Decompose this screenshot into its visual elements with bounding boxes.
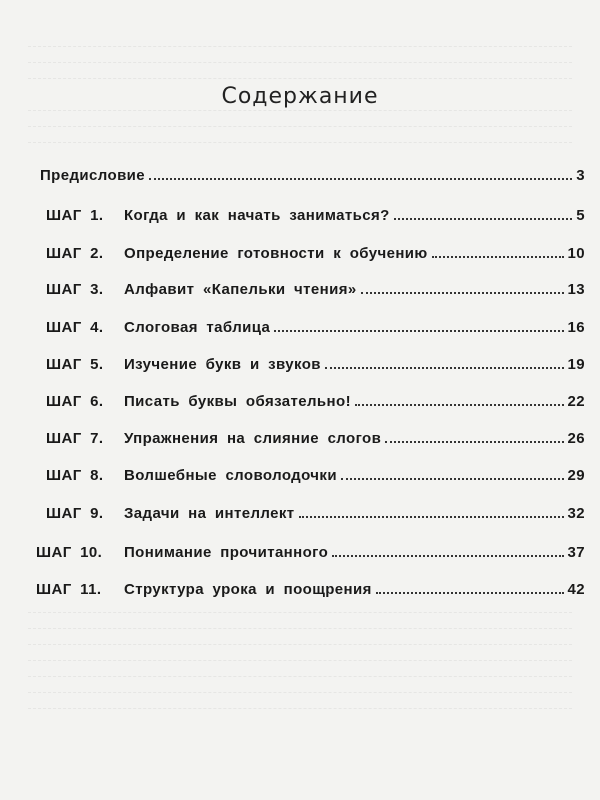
toc-entry-step-10[interactable]: [36, 537, 585, 561]
leader-dots: [332, 555, 563, 557]
leader-dots: [355, 404, 564, 406]
bleed-line: [28, 62, 572, 64]
toc-entry-step-9[interactable]: [46, 498, 585, 522]
toc-entry-step: ШАГ 11.: [36, 581, 102, 598]
toc-entry-step: ШАГ 6.: [46, 393, 104, 410]
toc-entry-page: 3: [576, 167, 585, 184]
toc-entry-preface[interactable]: [40, 160, 585, 184]
bleed-line: [28, 612, 572, 614]
toc-entry-label: Изучение букв и звуков: [124, 356, 321, 373]
toc-entry-page: 16: [567, 319, 585, 336]
bleed-line: [28, 708, 572, 710]
leader-dots: [325, 367, 564, 369]
leader-dots: [376, 592, 564, 594]
leader-dots: [149, 178, 572, 180]
toc-entry-page: 37: [567, 544, 585, 561]
leader-dots: [361, 292, 564, 294]
toc-entry-step-1[interactable]: [46, 200, 585, 224]
toc-entry-step-8[interactable]: [46, 460, 585, 484]
toc-entry-label: Предисловие: [40, 167, 146, 184]
leader-dots: [394, 218, 573, 220]
toc-entry-step: ШАГ 3.: [46, 281, 104, 298]
toc-entry-step-4[interactable]: [46, 312, 585, 336]
toc-entry-page: 22: [567, 393, 585, 410]
bleed-line: [28, 628, 572, 630]
toc-entry-page: 26: [567, 430, 585, 447]
bleed-line: [28, 78, 572, 80]
toc-entry-page: 13: [567, 281, 585, 298]
toc-entry-step-7[interactable]: [46, 423, 585, 447]
toc-entry-step: ШАГ 10.: [36, 544, 103, 561]
toc-entry-step-11[interactable]: [36, 574, 585, 598]
bleed-line: [28, 676, 572, 678]
bleed-line: [28, 644, 572, 646]
toc-entry-label: Понимание прочитанного: [124, 544, 329, 561]
toc-entry-step: ШАГ 9.: [46, 505, 104, 522]
toc-entry-page: 5: [576, 207, 585, 224]
toc-entry-step-6[interactable]: [46, 386, 585, 410]
toc-entry-step-2[interactable]: [46, 238, 585, 262]
toc-entry-label: Алфавит «Капельки чтения»: [124, 281, 357, 298]
bleed-line: [28, 660, 572, 662]
toc-entry-step: ШАГ 7.: [46, 430, 104, 447]
toc-entry-step: ШАГ 1.: [46, 207, 104, 224]
leader-dots: [274, 330, 563, 332]
toc-entry-step: ШАГ 2.: [46, 245, 104, 262]
toc-entry-label: Задачи на интеллект: [124, 505, 295, 522]
toc-entry-label: Слоговая таблица: [124, 319, 271, 336]
toc-entry-step-5[interactable]: [46, 349, 585, 373]
toc-entry-page: 10: [567, 245, 585, 262]
bleed-line: [28, 110, 572, 112]
toc-entry-step: ШАГ 5.: [46, 356, 104, 373]
toc-entry-label: Определение готовности к обучению: [124, 245, 428, 262]
toc-entry-label: Упражнения на слияние слогов: [124, 430, 382, 447]
leader-dots: [385, 441, 563, 443]
toc-entry-page: 19: [567, 356, 585, 373]
leader-dots: [432, 256, 564, 258]
toc-entry-page: 32: [567, 505, 585, 522]
toc-entry-label: Когда и как начать заниматься?: [124, 207, 390, 224]
page-title: Содержание: [221, 84, 379, 109]
bleed-line: [28, 142, 572, 144]
bleed-line: [28, 692, 572, 694]
leader-dots: [341, 478, 564, 480]
leader-dots: [299, 516, 564, 518]
toc-entry-label: Структура урока и поощрения: [124, 581, 372, 598]
toc-entry-page: 29: [567, 467, 585, 484]
toc-entry-label: Волшебные словолодочки: [124, 467, 337, 484]
bleed-line: [28, 46, 572, 48]
toc-entry-step-3[interactable]: [46, 274, 585, 298]
toc-entry-step: ШАГ 8.: [46, 467, 104, 484]
toc-entry-page: 42: [567, 581, 585, 598]
toc-entry-label: Писать буквы обязательно!: [124, 393, 351, 410]
toc-entry-step: ШАГ 4.: [46, 319, 104, 336]
bleed-line: [28, 126, 572, 128]
